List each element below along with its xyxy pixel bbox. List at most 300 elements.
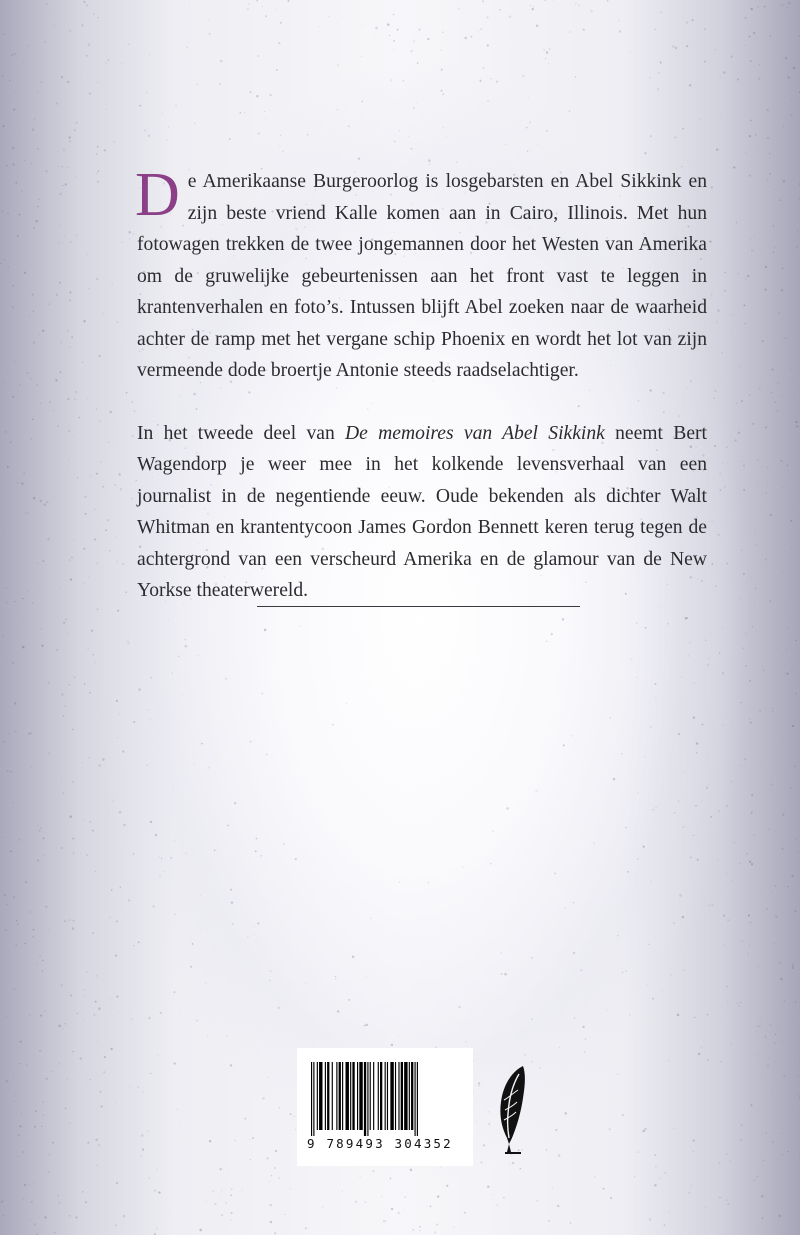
grain-dot: [18, 1134, 20, 1136]
grain-dot: [207, 1036, 208, 1037]
grain-dot: [62, 185, 63, 186]
grain-dot: [781, 848, 783, 850]
grain-dot: [512, 1162, 514, 1164]
grain-dot: [256, 95, 258, 97]
grain-dot: [264, 111, 265, 112]
grain-dot: [227, 825, 229, 827]
grain-dot: [739, 862, 741, 864]
grain-dot: [107, 814, 108, 815]
grain-dot: [744, 758, 746, 760]
grain-dot: [722, 725, 724, 727]
grain-dot: [4, 430, 6, 432]
grain-dot: [257, 55, 259, 57]
grain-dot: [637, 859, 638, 860]
grain-dot: [759, 64, 760, 65]
grain-dot: [796, 839, 797, 840]
grain-dot: [716, 322, 718, 324]
grain-dot: [14, 989, 15, 990]
grain-dot: [156, 1169, 158, 1171]
grain-dot: [205, 982, 206, 983]
grain-dot: [37, 148, 39, 150]
grain-dot: [393, 14, 395, 16]
grain-dot: [711, 186, 713, 188]
grain-dot: [65, 619, 67, 621]
grain-dot: [15, 1094, 16, 1095]
grain-dot: [654, 1154, 656, 1156]
grain-dot: [752, 423, 754, 425]
grain-dot: [783, 1075, 785, 1077]
grain-dot: [578, 5, 579, 6]
grain-dot: [39, 1050, 41, 1052]
grain-dot: [441, 49, 442, 50]
grain-dot: [168, 127, 170, 129]
grain-dot: [743, 647, 744, 648]
grain-dot: [178, 655, 180, 657]
grain-dot: [249, 1139, 250, 1140]
grain-dot: [740, 765, 741, 766]
grain-dot: [727, 563, 729, 565]
grain-dot: [89, 757, 90, 758]
grain-dot: [723, 915, 725, 917]
grain-dot: [782, 1154, 784, 1156]
grain-dot: [40, 81, 42, 83]
grain-dot: [19, 1125, 21, 1127]
grain-dot: [767, 1065, 769, 1067]
grain-dot: [664, 1224, 666, 1226]
grain-dot: [609, 717, 611, 719]
grain-dot: [720, 116, 722, 118]
grain-dot: [749, 680, 751, 682]
grain-dot: [294, 858, 297, 861]
grain-dot: [185, 645, 188, 648]
grain-dot: [749, 861, 751, 863]
grain-dot: [619, 20, 620, 21]
grain-dot: [208, 766, 210, 768]
grain-dot: [756, 1031, 758, 1033]
grain-dot: [170, 857, 172, 859]
grain-dot: [106, 109, 107, 110]
grain-dot: [742, 353, 743, 354]
grain-dot: [776, 1025, 777, 1026]
grain-dot: [737, 79, 739, 81]
grain-dot: [88, 43, 91, 46]
grain-dot: [781, 289, 783, 291]
grain-dot: [617, 1074, 618, 1075]
grain-dot: [270, 94, 272, 96]
grain-dot: [278, 1007, 280, 1009]
grain-dot: [773, 1091, 774, 1092]
grain-dot: [749, 394, 751, 396]
grain-dot: [131, 401, 133, 403]
grain-dot: [785, 57, 787, 59]
grain-dot: [584, 1051, 585, 1052]
grain-dot: [284, 1214, 285, 1215]
grain-dot: [750, 922, 752, 924]
grain-dot: [86, 854, 88, 856]
grain-dot: [179, 1125, 180, 1126]
grain-dot: [650, 726, 651, 727]
grain-dot: [741, 940, 743, 942]
barcode-bar: [390, 1062, 393, 1130]
grain-dot: [575, 3, 577, 5]
grain-dot: [4, 541, 5, 542]
grain-dot: [25, 881, 27, 883]
grain-dot: [17, 482, 19, 484]
grain-dot: [779, 962, 781, 964]
grain-dot: [751, 577, 752, 578]
grain-dot: [332, 724, 334, 726]
grain-dot: [797, 1075, 799, 1077]
grain-dot: [14, 53, 16, 55]
grain-dot: [722, 463, 723, 464]
grain-dot: [213, 1190, 214, 1191]
grain-dot: [693, 1151, 694, 1152]
grain-dot: [773, 711, 774, 712]
grain-dot: [64, 705, 66, 707]
grain-dot: [412, 1229, 414, 1231]
grain-dot: [655, 697, 657, 699]
grain-dot: [797, 741, 798, 742]
grain-dot: [269, 980, 271, 982]
grain-dot: [91, 630, 93, 632]
grain-dot: [30, 163, 32, 165]
grain-dot: [98, 1007, 101, 1010]
grain-dot: [76, 1216, 78, 1218]
grain-dot: [758, 388, 760, 390]
grain-dot: [12, 396, 14, 398]
grain-dot: [44, 41, 47, 44]
grain-dot: [413, 107, 415, 109]
grain-dot: [96, 153, 98, 155]
grain-dot: [55, 379, 57, 381]
grain-dot: [17, 235, 19, 237]
grain-dot: [138, 688, 141, 691]
grain-dot: [710, 816, 712, 818]
grain-dot: [148, 709, 149, 710]
grain-dot: [645, 627, 647, 629]
grain-dot: [750, 120, 752, 122]
grain-dot: [760, 1018, 761, 1019]
grain-dot: [61, 693, 63, 695]
barcode-bar: [357, 1062, 358, 1130]
grain-dot: [552, 0, 553, 1]
grain-dot: [731, 880, 732, 881]
grain-dot: [755, 134, 757, 136]
grain-dot: [655, 683, 657, 685]
grain-dot: [61, 76, 63, 78]
grain-dot: [399, 1035, 400, 1036]
grain-dot: [120, 488, 122, 490]
grain-dot: [87, 398, 88, 399]
grain-dot: [46, 1062, 47, 1063]
grain-dot: [696, 752, 697, 753]
grain-dot: [40, 827, 41, 828]
grain-dot: [352, 956, 355, 959]
grain-dot: [118, 1012, 119, 1013]
grain-dot: [337, 64, 339, 66]
grain-dot: [8, 733, 10, 735]
grain-dot: [3, 259, 4, 260]
grain-dot: [173, 787, 174, 788]
grain-dot: [686, 617, 688, 619]
grain-dot: [63, 792, 64, 793]
grain-dot: [745, 45, 746, 46]
grain-dot: [764, 1035, 766, 1037]
grain-dot: [720, 489, 722, 491]
grain-dot: [32, 293, 34, 295]
grain-dot: [684, 970, 685, 971]
grain-dot: [767, 109, 769, 111]
grain-dot: [762, 340, 764, 342]
grain-dot: [414, 39, 415, 40]
grain-dot: [705, 1207, 706, 1208]
grain-dot: [37, 859, 39, 861]
grain-dot: [722, 627, 723, 628]
grain-dot: [708, 657, 710, 659]
grain-dot: [110, 1048, 112, 1050]
grain-dot: [35, 523, 36, 524]
grain-dot: [607, 1010, 608, 1011]
grain-dot: [56, 294, 58, 296]
grain-dot: [775, 1061, 777, 1063]
grain-dot: [791, 98, 792, 99]
grain-dot: [35, 220, 38, 223]
grain-dot: [290, 1188, 291, 1189]
grain-dot: [342, 1191, 343, 1192]
grain-dot: [214, 849, 216, 851]
grain-dot: [526, 127, 528, 129]
grain-dot: [29, 1015, 30, 1016]
grain-dot: [80, 78, 81, 79]
grain-dot: [67, 398, 69, 400]
grain-dot: [648, 944, 650, 946]
grain-dot: [771, 392, 773, 394]
grain-dot: [68, 459, 69, 460]
grain-dot: [146, 92, 148, 94]
grain-dot: [420, 1230, 421, 1231]
grain-dot: [13, 1074, 14, 1075]
grain-dot: [732, 314, 734, 316]
grain-dot: [167, 139, 168, 140]
grain-dot: [773, 252, 775, 254]
grain-dot: [221, 1214, 223, 1216]
grain-dot: [67, 166, 70, 169]
grain-dot: [12, 306, 15, 309]
grain-dot: [10, 843, 11, 844]
grain-dot: [546, 130, 548, 132]
grain-dot: [609, 1128, 611, 1130]
grain-dot: [146, 765, 147, 766]
grain-dot: [441, 69, 443, 71]
grain-dot: [717, 309, 720, 312]
grain-dot: [720, 1061, 722, 1063]
grain-dot: [270, 1221, 272, 1223]
grain-dot: [43, 837, 45, 839]
grain-dot: [735, 439, 737, 441]
grain-dot: [463, 866, 464, 867]
grain-dot: [141, 1134, 143, 1136]
barcode-bar: [401, 1062, 403, 1130]
grain-dot: [690, 857, 692, 859]
grain-dot: [67, 633, 68, 634]
grain-dot: [662, 991, 663, 992]
grain-dot: [2, 836, 4, 838]
grain-dot: [786, 649, 787, 650]
grain-dot: [200, 895, 201, 896]
grain-dot: [410, 50, 412, 52]
barcode-bar: [380, 1062, 382, 1130]
grain-dot: [6, 903, 8, 905]
grain-dot: [771, 892, 772, 893]
grain-dot: [234, 1140, 236, 1142]
grain-dot: [126, 591, 128, 593]
grain-dot: [33, 227, 35, 229]
barcode-bar: [409, 1062, 410, 1130]
grain-dot: [87, 1142, 89, 1144]
grain-dot: [50, 13, 51, 14]
grain-dot: [690, 1185, 692, 1187]
grain-dot: [2, 741, 4, 743]
grain-dot: [410, 1169, 413, 1172]
grain-dot: [655, 807, 657, 809]
grain-dot: [189, 4, 190, 5]
grain-dot: [770, 1024, 771, 1025]
grain-dot: [738, 1005, 740, 1007]
grain-dot: [714, 390, 716, 392]
grain-dot: [109, 917, 111, 919]
grain-dot: [81, 24, 84, 27]
grain-dot: [522, 75, 524, 77]
grain-dot: [152, 905, 154, 907]
grain-dot: [790, 787, 791, 788]
grain-dot: [22, 841, 23, 842]
grain-dot: [585, 1038, 586, 1039]
grain-dot: [59, 193, 61, 195]
grain-dot: [749, 718, 750, 719]
grain-dot: [757, 965, 759, 967]
grain-dot: [168, 620, 169, 621]
grain-dot: [69, 1122, 70, 1123]
grain-dot: [242, 1190, 243, 1191]
grain-dot: [399, 130, 400, 131]
grain-dot: [590, 10, 592, 12]
grain-dot: [501, 973, 503, 975]
grain-dot: [95, 1139, 97, 1141]
grain-dot: [3, 533, 4, 534]
grain-dot: [743, 573, 745, 575]
grain-dot: [77, 477, 79, 479]
grain-dot: [74, 398, 76, 400]
grain-dot: [30, 1219, 31, 1220]
grain-dot: [15, 731, 17, 733]
grain-dot: [61, 847, 63, 849]
grain-dot: [19, 214, 21, 216]
grain-dot: [767, 137, 769, 139]
grain-dot: [638, 1150, 639, 1151]
grain-dot: [637, 792, 638, 793]
grain-dot: [39, 1217, 40, 1218]
grain-dot: [479, 80, 481, 82]
grain-dot: [693, 835, 695, 837]
grain-dot: [174, 840, 175, 841]
grain-dot: [780, 460, 782, 462]
grain-dot: [741, 1124, 743, 1126]
grain-dot: [413, 40, 415, 42]
grain-dot: [529, 5, 531, 7]
grain-dot: [250, 1159, 251, 1160]
grain-dot: [488, 1123, 490, 1125]
grain-dot: [117, 737, 119, 739]
grain-dot: [225, 678, 227, 680]
grain-dot: [336, 22, 337, 23]
grain-dot: [609, 1101, 610, 1102]
grain-dot: [509, 1163, 510, 1164]
book-title-italic: De memoires van Abel Sikkink: [345, 422, 605, 444]
grain-dot: [160, 1012, 162, 1014]
divider-rule: [257, 606, 580, 607]
grain-dot: [30, 438, 31, 439]
grain-dot: [150, 1073, 152, 1075]
grain-dot: [783, 571, 784, 572]
grain-dot: [122, 750, 124, 752]
grain-dot: [61, 779, 62, 780]
grain-dot: [775, 915, 778, 918]
grain-dot: [442, 32, 443, 33]
grain-dot: [33, 341, 35, 343]
grain-dot: [230, 1212, 232, 1214]
grain-dot: [83, 820, 84, 821]
grain-dot: [791, 670, 792, 671]
grain-dot: [726, 986, 727, 987]
grain-dot: [711, 904, 713, 906]
grain-dot: [44, 1216, 46, 1218]
grain-dot: [784, 338, 785, 339]
grain-dot: [749, 135, 751, 137]
grain-dot: [678, 733, 680, 735]
grain-dot: [64, 920, 66, 922]
grain-dot: [394, 141, 396, 143]
grain-dot: [404, 1196, 406, 1198]
grain-dot: [115, 955, 117, 957]
grain-dot: [92, 830, 94, 832]
grain-dot: [231, 901, 233, 903]
grain-dot: [113, 141, 115, 143]
grain-dot: [482, 0, 484, 2]
barcode-bar: [327, 1062, 329, 1130]
grain-dot: [682, 916, 684, 918]
grain-dot: [257, 922, 259, 924]
grain-dot: [711, 563, 713, 565]
grain-dot: [228, 1171, 229, 1172]
grain-dot: [101, 1105, 103, 1107]
grain-dot: [657, 88, 659, 90]
grain-dot: [83, 548, 85, 550]
grain-dot: [750, 812, 752, 814]
grain-dot: [695, 805, 697, 807]
grain-dot: [2, 210, 4, 212]
grain-dot: [706, 787, 708, 789]
grain-dot: [179, 1010, 180, 1011]
grain-dot: [362, 113, 363, 114]
grain-dot: [546, 51, 549, 54]
grain-dot: [381, 1196, 382, 1197]
grain-dot: [196, 1020, 198, 1022]
grain-dot: [36, 964, 38, 966]
grain-dot: [94, 538, 96, 540]
grain-dot: [161, 858, 162, 859]
grain-dot: [774, 830, 775, 831]
grain-dot: [361, 101, 363, 103]
